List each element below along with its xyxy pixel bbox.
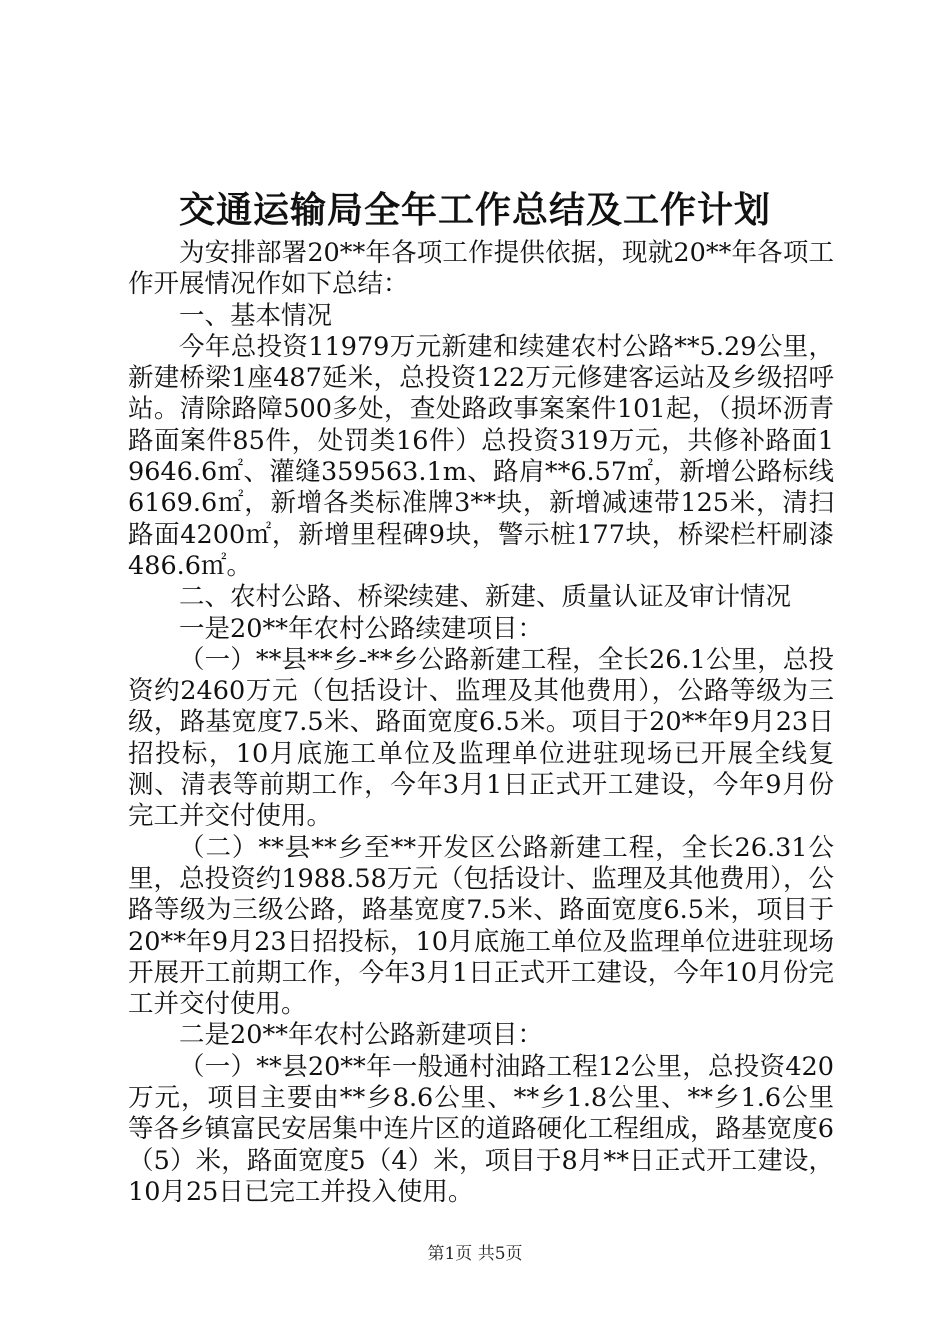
section-heading-roads: 二、农村公路、桥梁续建、新建、质量认证及审计情况 bbox=[179, 582, 792, 613]
new-project-1-paragraph: （一）**县20**年一般通村油路工程12公里，总投资420万元，项目主要由**乡8.6公里、**乡1.8公里、**乡1.6公里等各乡镇富民安居集中连片区的道路硬化工程组成，路基宽度6（5）米，路面宽度5（4）米，项目于8月**日正式开工建设，10月25日已完工并投入使用。 bbox=[128, 1051, 834, 1207]
basic-situation-paragraph: 今年总投资11979万元新建和续建农村公路**5.29公里，新建桥梁1座487延米，总投资122万元修建客运站及乡级招呼站。清除路障500多处，查处路政事案案件101起，（损坏沥青路面案件85件，处罚类16件）总投资319万元，共修补路面19646.6㎡、灌缝359563.1m、路肩**6.57㎡，新增公路标线6169.6㎡，新增各类标准牌3**块，新增减速带125米，清扫路面4200㎡，新增里程碑9块，警示桩177块，桥梁栏杆刷漆486.6㎡。 bbox=[128, 331, 834, 581]
subheading-new-projects: 二是20**年农村公路新建项目： bbox=[179, 1020, 543, 1051]
intro-paragraph: 为安排部署20**年各项工作提供依据，现就20**年各项工作开展情况作如下总结： bbox=[128, 238, 834, 300]
continued-project-1-paragraph: （一）**县**乡-**乡公路新建工程，全长26.1公里，总投资约2460万元（包括设计、监理及其他费用），公路等级为三级，路基宽度7.5米、路面宽度6.5米。项目于20**年9月23日招投标，10月底施工单位及监理单位进驻现场已开展全线复测、清表等前期工作，今年3月1日正式开工建设，今年9月份完工并交付使用。 bbox=[128, 644, 834, 832]
section-heading-basic: 一、基本情况 bbox=[179, 300, 333, 331]
page-footer: 第1页 共5页 bbox=[427, 1244, 523, 1264]
subheading-continued-projects: 一是20**年农村公路续建项目： bbox=[179, 613, 543, 644]
document-title: 交通运输局全年工作总结及工作计划 bbox=[178, 189, 771, 231]
continued-project-2-paragraph: （二）**县**乡至**开发区公路新建工程，全长26.31公里，总投资约1988.58万元（包括设计、监理及其他费用），公路等级为三级公路，路基宽度7.5米、路面宽度6.5米，项目于20**年9月23日招投标，10月底施工单位及监理单位进驻现场开展开工前期工作，今年3月1日正式开工建设，今年10月份完工并交付使用。 bbox=[128, 832, 834, 1020]
document-body bbox=[128, 238, 834, 1208]
